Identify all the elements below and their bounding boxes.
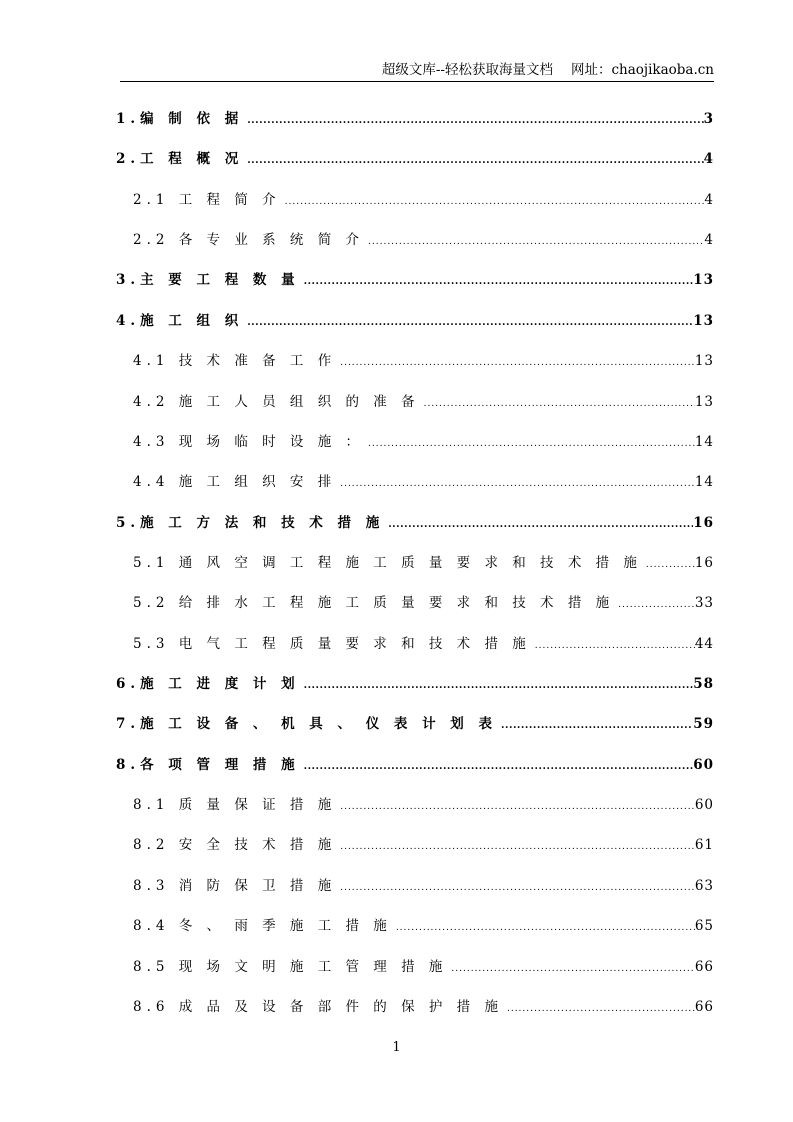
toc-entry-title: 4.2 施 工 人 员 组 织 的 准 备 <box>133 393 420 410</box>
toc-entry[interactable] <box>116 107 714 129</box>
toc-leader-dots <box>618 600 695 610</box>
toc-leader-dots <box>646 560 695 570</box>
toc-entry-page: 59 <box>693 716 714 733</box>
toc-entry[interactable] <box>116 268 714 290</box>
toc-entry-title: 8.4 冬 、 雨 季 施 工 措 施 <box>133 918 392 935</box>
toc-leader-dots <box>535 641 695 651</box>
toc-entry-page: 4 <box>703 151 714 168</box>
toc-entry-title: 4.4 施 工 组 织 安 排 <box>133 474 337 491</box>
toc-leader-dots <box>451 964 694 974</box>
toc-entry[interactable] <box>116 712 714 734</box>
toc-entry-title: 8.6 成 品 及 设 备 部 件 的 保 护 措 施 <box>133 998 503 1015</box>
toc-entry[interactable] <box>116 147 714 169</box>
toc-entry-title: 4.3 现 场 临 时 设 施 ： <box>133 433 365 450</box>
toc-entry-page: 58 <box>693 676 714 693</box>
toc-entry-page: 14 <box>694 474 714 491</box>
toc-entry[interactable] <box>133 390 714 412</box>
toc-leader-dots <box>340 883 695 893</box>
toc-entry[interactable] <box>133 874 714 896</box>
toc-entry-page: 3 <box>703 111 714 127</box>
toc-entry-title: 1.编 制 依 据 <box>116 111 244 127</box>
toc-entry-page: 63 <box>694 877 714 894</box>
toc-leader-dots <box>396 923 695 933</box>
toc-entry-page: 61 <box>694 837 714 854</box>
toc-entry-title: 2.1 工 程 简 介 <box>133 191 281 208</box>
toc-entry-title: 8.5 现 场 文 明 施 工 管 理 措 施 <box>133 958 448 975</box>
toc-entry-page: 65 <box>694 918 714 935</box>
toc-entry-page: 14 <box>694 433 714 450</box>
toc-entry[interactable] <box>133 995 714 1017</box>
toc-leader-dots <box>247 317 693 328</box>
toc-leader-dots <box>340 358 695 368</box>
toc-entry-page: 66 <box>694 998 714 1015</box>
toc-entry-title: 8.2 安 全 技 术 措 施 <box>133 837 337 854</box>
toc-entry-title: 2.工 程 概 况 <box>116 151 244 168</box>
toc-entry[interactable] <box>133 833 714 855</box>
toc-entry-page: 13 <box>693 272 714 289</box>
toc-leader-dots <box>247 155 703 166</box>
page-header <box>120 60 714 82</box>
toc-entry-title: 4.施 工 组 织 <box>116 312 244 329</box>
toc-entry-page: 16 <box>693 514 714 531</box>
toc-entry-page: 44 <box>694 635 714 652</box>
toc-entry[interactable] <box>116 753 714 775</box>
toc-entry-page: 13 <box>693 312 714 329</box>
toc-entry[interactable] <box>133 955 714 977</box>
toc-entry[interactable] <box>133 551 714 573</box>
toc-entry-title: 7.施 工 设 备 、 机 具 、 仪 表 计 划 表 <box>116 716 497 733</box>
toc-leader-dots <box>304 276 694 287</box>
toc-entry[interactable] <box>133 632 714 654</box>
page-number: 1 <box>392 1040 401 1055</box>
toc-entry-title: 5.1 通 风 空 调 工 程 施 工 质 量 要 求 和 技 术 措 施 <box>133 554 642 571</box>
toc-entry[interactable] <box>133 591 714 613</box>
toc-entry-page: 4 <box>704 232 714 249</box>
toc-leader-dots <box>507 1004 695 1014</box>
toc-entry-page: 4 <box>704 191 714 208</box>
toc-leader-dots <box>304 761 694 772</box>
toc-entry-title: 5.施 工 方 法 和 技 术 措 施 <box>116 514 385 531</box>
toc-entry-page: 60 <box>694 797 714 814</box>
toc-entry[interactable] <box>133 430 714 452</box>
toc-leader-dots <box>304 680 694 691</box>
toc-entry[interactable] <box>133 914 714 936</box>
toc-entry[interactable] <box>133 188 714 210</box>
toc-entry-page: 66 <box>694 958 714 975</box>
header-site-name: 超级文库--轻松获取海量文档 <box>381 62 553 78</box>
toc-entry-title: 8.3 消 防 保 卫 措 施 <box>133 877 337 894</box>
toc-entry[interactable] <box>133 793 714 815</box>
toc-leader-dots <box>247 115 703 126</box>
toc-leader-dots <box>501 720 693 731</box>
toc-entry-title: 5.2 给 排 水 工 程 施 工 质 量 要 求 和 技 术 措 施 <box>133 595 615 612</box>
toc-entry-title: 4.1 技 术 准 备 工 作 <box>133 353 337 370</box>
toc-entry-title: 8.1 质 量 保 证 措 施 <box>133 797 337 814</box>
toc-leader-dots <box>340 802 695 812</box>
toc-entry[interactable] <box>133 228 714 250</box>
header-url: 网址：chaojikaoba.cn <box>570 62 714 78</box>
toc-leader-dots <box>340 842 695 852</box>
toc-entry-title: 8.各 项 管 理 措 施 <box>116 756 300 773</box>
toc-entry[interactable] <box>116 672 714 694</box>
toc-entry-page: 13 <box>694 393 714 410</box>
toc-entry[interactable] <box>116 309 714 331</box>
toc-entry-title: 5.3 电 气 工 程 质 量 要 求 和 技 术 措 施 <box>133 635 531 652</box>
toc-entry-title: 6.施 工 进 度 计 划 <box>116 676 300 693</box>
toc-leader-dots <box>368 439 695 449</box>
toc-entry-title: 2.2 各 专 业 系 统 简 介 <box>133 232 365 249</box>
toc-leader-dots <box>340 479 695 489</box>
toc-entry[interactable] <box>133 349 714 371</box>
toc-entry-title: 3.主 要 工 程 数 量 <box>116 272 300 289</box>
toc-leader-dots <box>285 197 705 207</box>
toc-leader-dots <box>388 519 693 530</box>
toc-entry-page: 16 <box>694 554 714 571</box>
toc-entry[interactable] <box>116 511 714 533</box>
toc-entry-page: 33 <box>694 595 714 612</box>
toc-leader-dots <box>424 399 695 409</box>
toc-entry-page: 60 <box>693 756 714 773</box>
toc-entry[interactable] <box>133 470 714 492</box>
toc-entry-page: 13 <box>694 353 714 370</box>
toc-leader-dots <box>368 237 704 247</box>
